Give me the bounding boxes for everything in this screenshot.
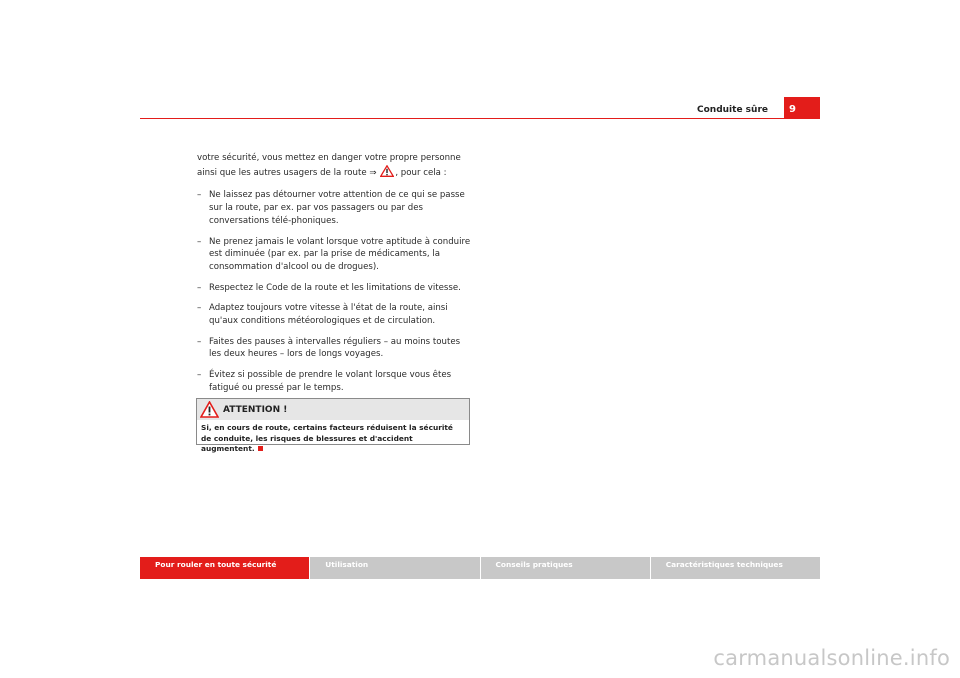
- tab-conseils-pratiques[interactable]: Conseils pratiques: [481, 557, 650, 579]
- tab-pour-rouler-en-toute-securite[interactable]: Pour rouler en toute sécurité: [140, 557, 309, 579]
- dash-marker: –: [197, 370, 202, 381]
- intro-text: votre sécurité, vous mettez en danger votre propre personne ainsi que les autres usagers de la route: [197, 153, 461, 178]
- header-divider: [140, 118, 820, 119]
- warning-triangle-icon[interactable]: [380, 165, 394, 182]
- dash-marker: –: [197, 236, 202, 247]
- list-item-text: Évitez si possible de prendre le volant lorsque vous êtes fatigué ou pressé par le temps.: [209, 370, 452, 393]
- attention-header: [197, 399, 469, 420]
- tab-caracteristiques-techniques[interactable]: Caractéristiques techniques: [651, 557, 820, 579]
- attention-body: [197, 420, 469, 455]
- watermark: carmanualsonline.info: [713, 646, 950, 670]
- list-item: [197, 302, 473, 327]
- tab-utilisation[interactable]: Utilisation: [310, 557, 479, 579]
- dash-marker: –: [197, 190, 202, 201]
- list-item: [197, 369, 473, 394]
- list-item-text: Ne laissez pas détourner votre attention de ce qui se passe sur la route, par ex. par vos passagers ou par des conversations télé-phoniques.: [209, 190, 465, 226]
- list-item: [197, 189, 473, 227]
- list-item: [197, 282, 473, 295]
- page-number: 9: [784, 97, 820, 119]
- attention-box: [196, 398, 470, 453]
- list-item: [197, 336, 473, 361]
- dash-marker: –: [197, 282, 202, 293]
- intro-text-end: , pour cela :: [395, 167, 447, 178]
- list-item: [197, 236, 473, 274]
- red-square-end-icon: [258, 446, 263, 451]
- attention-title: ATTENTION !: [223, 405, 288, 415]
- safety-list: [197, 189, 473, 394]
- intro-paragraph: [197, 152, 473, 181]
- dash-marker: –: [197, 336, 202, 347]
- list-item-text: Ne prenez jamais le volant lorsque votre aptitude à conduire est diminuée (par ex. par la prise de médicaments, la consommation d'alcool ou de drogues).: [209, 236, 471, 272]
- list-item-text: Faites des pauses à intervalles réguliers – au moins toutes les deux heures – lors de longs voyages.: [209, 336, 461, 360]
- warning-triangle-icon: [200, 401, 219, 422]
- page-section-title: Conduite sûre: [697, 105, 768, 115]
- footer-navigation: [140, 557, 820, 579]
- main-text: [197, 152, 473, 403]
- list-item-text: Respectez le Code de la route et les limitations de vitesse.: [209, 282, 461, 293]
- attention-text: Si, en cours de route, certains facteurs réduisent la sécurité de conduite, les risques de blessures et d'accident augmentent.: [201, 423, 453, 453]
- list-item-text: Adaptez toujours votre vitesse à l'état de la route, ainsi qu'aux conditions météorologiques et de circulation.: [209, 303, 448, 327]
- dash-marker: –: [197, 303, 202, 314]
- reference-arrow: ⇒: [369, 167, 377, 178]
